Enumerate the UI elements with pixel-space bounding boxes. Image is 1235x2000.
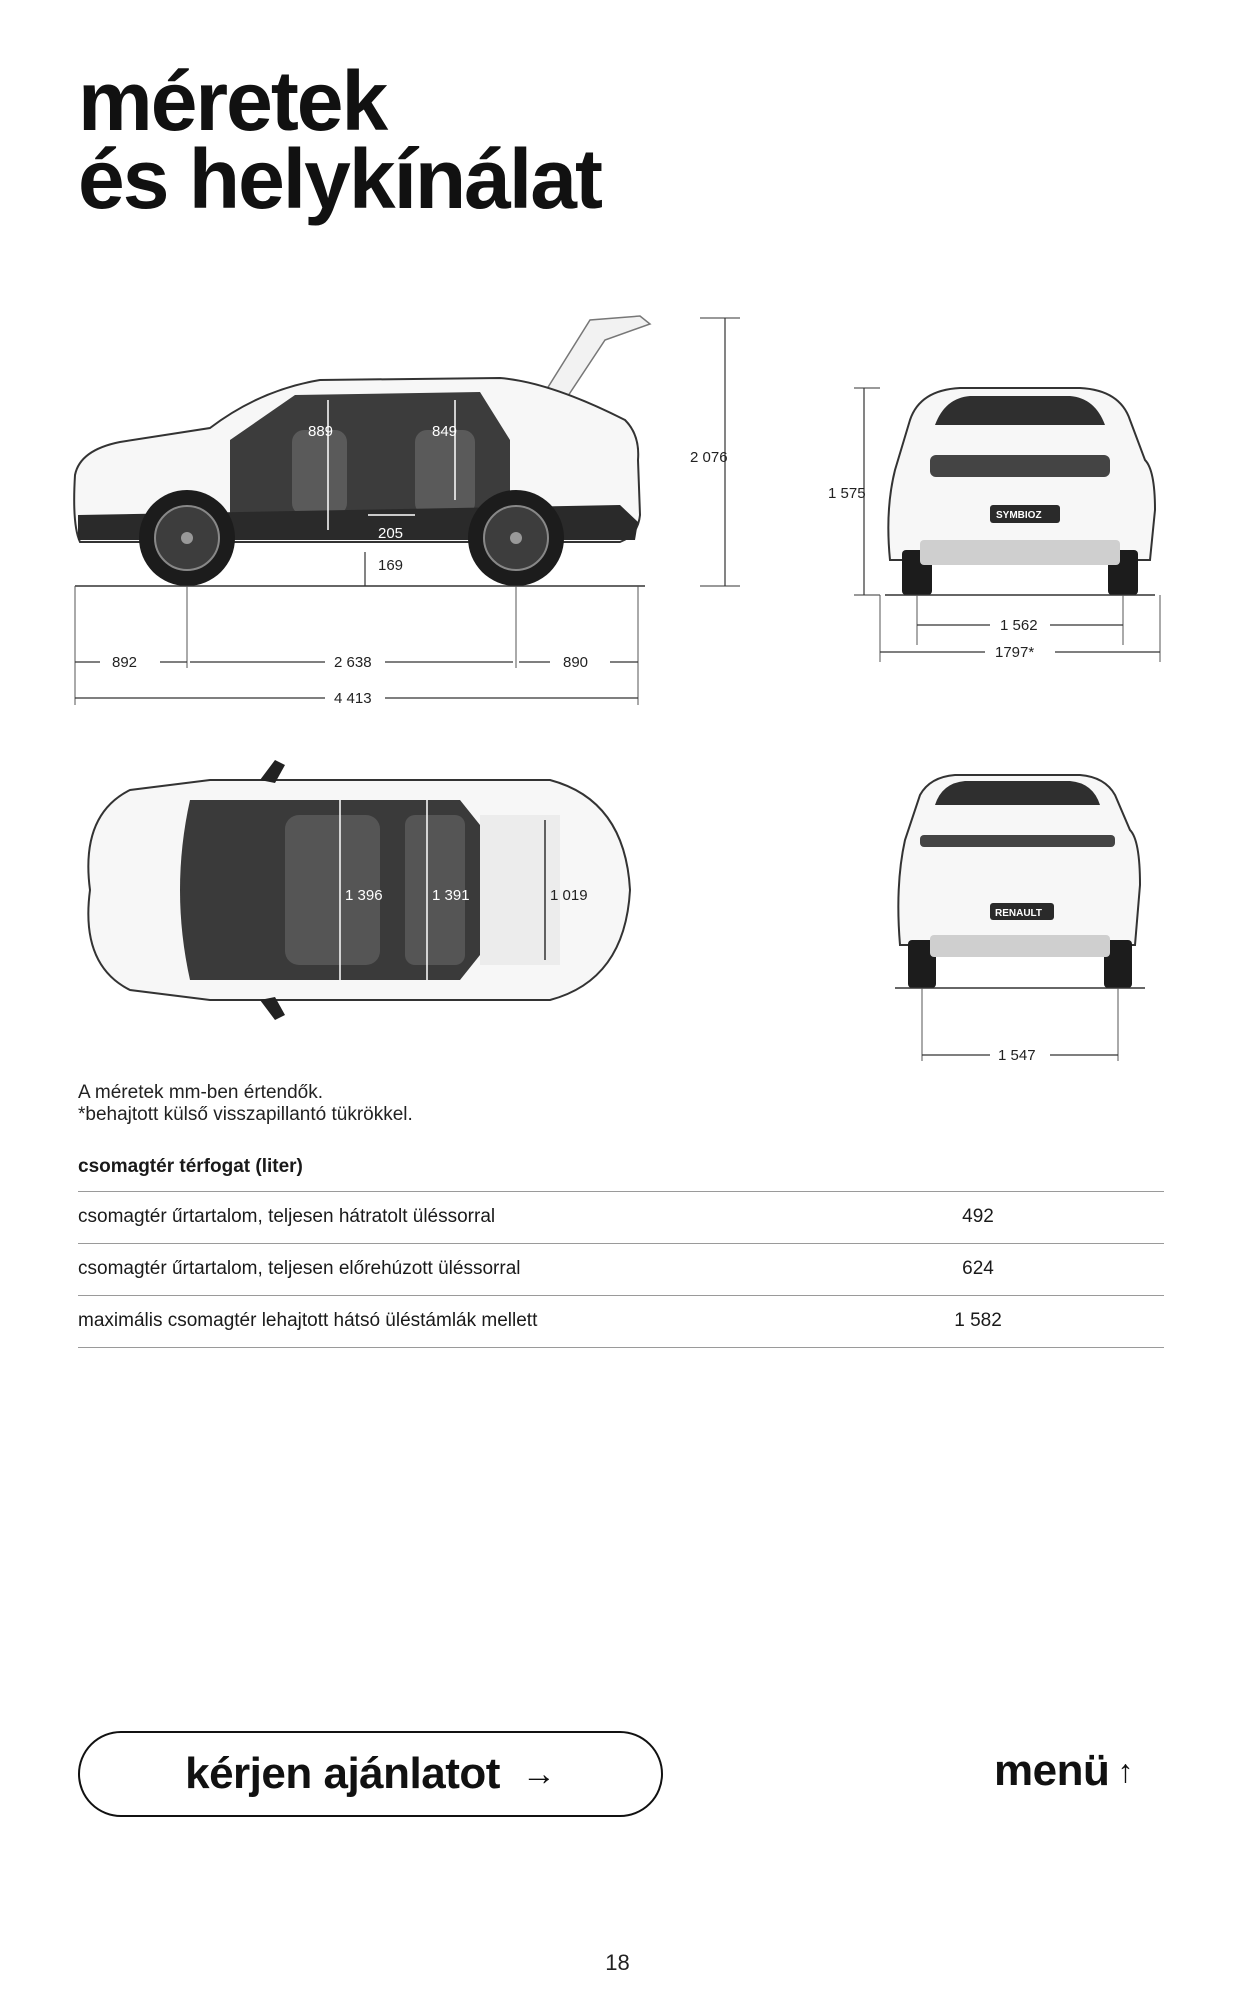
trunk-width-value: 1 019 (550, 887, 588, 904)
rear-seat (415, 430, 475, 515)
page-title (78, 54, 601, 226)
trunk-row-label: csomagtér űrtartalom, teljesen hátratolt üléssorral (78, 1206, 496, 1227)
trunk-row-value: 624 (962, 1258, 994, 1279)
front-height-value: 1 575 (828, 485, 866, 502)
windscreen-front (935, 396, 1105, 425)
front-view-diagram (820, 380, 1180, 680)
arrow-up-icon: ↑ (1117, 1752, 1134, 1789)
trunk-floor-top (480, 815, 560, 965)
rear-track-value: 1 547 (998, 1047, 1036, 1064)
table-row (78, 1244, 1164, 1296)
request-offer-label: kérjen ajánlatot (185, 1749, 500, 1798)
renault-badge-text: RENAULT (995, 908, 1043, 919)
title-line-1: méretek (78, 54, 387, 148)
front-seat (292, 430, 347, 515)
dimension-notes (78, 1082, 413, 1126)
menu-link[interactable] (994, 1746, 1133, 1796)
title-line-2: és helykínálat (78, 132, 601, 226)
trunk-row-value: 492 (962, 1206, 994, 1227)
symbioz-badge-text: SYMBIOZ (996, 510, 1042, 521)
rear-wheel (468, 490, 564, 586)
width-value: 1797* (995, 644, 1035, 661)
rear-headroom-value: 849 (432, 423, 458, 440)
arrow-right-icon: → (521, 1754, 556, 1793)
rear-light-bar (920, 835, 1115, 847)
front-headroom-value: 889 (308, 423, 334, 440)
front-track-value: 1 562 (1000, 617, 1038, 634)
rear-elbow-value: 1 391 (432, 887, 470, 904)
rear-overhang-value: 890 (563, 654, 589, 671)
table-row (78, 1192, 1164, 1244)
front-overhang-value: 892 (112, 654, 138, 671)
rear-view-diagram (860, 765, 1180, 1075)
front-lower-bumper (920, 540, 1120, 565)
trunk-volume-table (78, 1150, 1164, 1348)
front-elbow-value: 1 396 (345, 887, 383, 904)
rear-lower-bumper (930, 935, 1110, 957)
trunk-row-value: 1 582 (954, 1310, 1002, 1331)
side-view-diagram (60, 300, 760, 720)
rear-window (935, 781, 1100, 805)
length-value: 4 413 (334, 690, 372, 707)
wheelbase-value: 2 638 (334, 654, 372, 671)
trunk-table-heading: csomagtér térfogat (liter) (78, 1150, 1164, 1192)
menu-label: menü (994, 1746, 1110, 1795)
trunk-row-label: maximális csomagtér lehajtott hátsó üléstámlák mellett (78, 1310, 538, 1331)
front-wheel (139, 490, 235, 586)
knee-room-value: 205 (378, 525, 404, 542)
table-row (78, 1296, 1164, 1348)
request-offer-button[interactable] (78, 1731, 663, 1817)
trunk-row-label: csomagtér űrtartalom, teljesen előrehúzott üléssorral (78, 1258, 521, 1279)
ground-clearance-value: 169 (378, 557, 404, 574)
note-mirrors: *behajtott külső visszapillantó tükrökkel. (78, 1104, 413, 1125)
page-number: 18 (605, 1950, 630, 1975)
top-view-diagram (70, 755, 650, 1025)
height-value: 2 076 (690, 449, 728, 466)
note-units: A méretek mm-ben értendők. (78, 1082, 323, 1103)
front-grille (930, 455, 1110, 477)
